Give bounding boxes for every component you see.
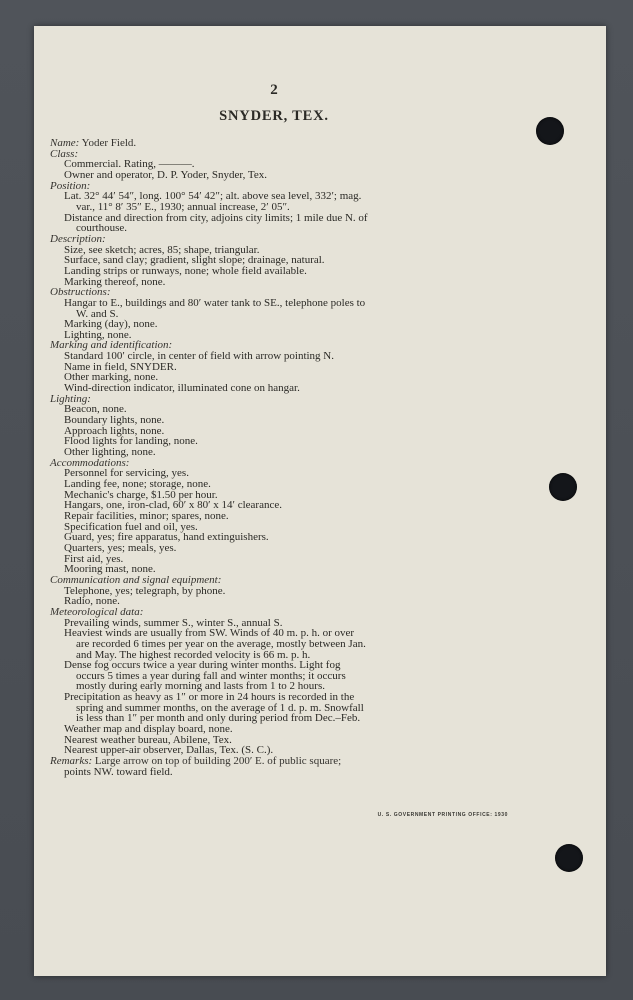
body-line: First aid, yes.: [64, 552, 124, 565]
section-heading: Communication and signal equipment:: [50, 573, 222, 586]
body-line: Standard 100′ circle, in center of field with arrow pointing N.: [64, 350, 334, 363]
body-line-continued: courthouse.: [76, 222, 128, 235]
section-heading: Description:: [50, 232, 106, 245]
body-line: Personnel for servicing, yes.: [64, 467, 189, 480]
body-line: Boundary lights, none.: [64, 414, 165, 427]
body-line: Flood lights for landing, none.: [64, 435, 198, 448]
page-title: SNYDER, TEX.: [219, 108, 329, 124]
body-line: Nearest weather bureau, Abilene, Tex.: [64, 733, 232, 746]
inline-value: Yoder Field.: [79, 137, 137, 149]
airport-description-body: [48, 138, 518, 777]
body-line: Landing strips or runways, none; whole field available.: [64, 264, 307, 277]
body-line: Quarters, yes; meals, yes.: [64, 541, 177, 554]
body-line-continued: W. and S.: [76, 307, 119, 320]
body-line-continued: are recorded 6 times per year on the average, mostly between Jan.: [76, 637, 366, 650]
body-line: Approach lights, none.: [64, 424, 165, 437]
document-page: [34, 26, 606, 976]
section-heading: Meteorological data:: [50, 605, 144, 618]
body-line: Marking (day), none.: [64, 318, 158, 331]
binder-hole-bottom: [555, 844, 583, 872]
binder-hole-top: [536, 117, 564, 145]
body-line-continued: and May. The highest recorded velocity is 66 m. p. h.: [76, 648, 311, 661]
section-heading: Class:: [50, 147, 79, 160]
body-line: Name in field, SNYDER.: [64, 360, 177, 373]
body-line: Beacon, none.: [64, 403, 127, 416]
body-line: Mooring mast, none.: [64, 563, 156, 576]
section-heading: [48, 138, 518, 149]
section-heading: Position:: [50, 179, 91, 192]
binder-hole-middle: [549, 473, 577, 501]
body-line-continued: spring and summer months, on the average of 1 d. p. m. Snowfall: [76, 701, 364, 714]
body-line: Landing fee, none; storage, none.: [64, 478, 211, 490]
body-line: Lat. 32° 44′ 54″, long. 100° 54′ 42″; alt. above sea level, 332′; mag.: [64, 190, 362, 203]
body-line-continued: mostly during early morning and lasts from 1 to 2 hours.: [76, 680, 325, 693]
body-line: Prevailing winds, summer S., winter S., annual S.: [64, 616, 283, 629]
body-line: Marking thereof, none.: [64, 275, 166, 288]
body-line: Repair facilities, minor; spares, none.: [64, 509, 229, 522]
body-line: Nearest upper-air observer, Dallas, Tex. (S. C.).: [64, 744, 274, 757]
inline-value: Large arrow on top of building 200′ E. of public square;: [92, 755, 342, 768]
body-line-continued: var., 11° 8′ 35″ E., 1930; annual increase, 2′ 05″.: [76, 200, 290, 213]
body-line: Radio, none.: [64, 595, 120, 608]
body-line: Telephone, yes; telegraph, by phone.: [64, 584, 226, 597]
body-line-continued: occurs 5 times a year during fall and winter months; it occurs: [76, 669, 346, 682]
body-line: Commercial. Rating, ———.: [64, 158, 195, 171]
body-line: points NW. toward field.: [64, 765, 173, 778]
body-line: Hangar to E., buildings and 80′ water tank to SE., telephone poles to: [64, 296, 366, 309]
section-heading: Accommodations:: [50, 456, 130, 469]
body-line: Heaviest winds are usually from SW. Winds of 40 m. p. h. or over: [64, 627, 355, 640]
body-line: Surface, sand clay; gradient, slight slope; drainage, natural.: [64, 254, 325, 267]
body-line: Other marking, none.: [64, 371, 159, 384]
body-line-continued: is less than 1″ per month and only during period from Dec.–Feb.: [76, 712, 361, 725]
body-line: Mechanic's charge, $1.50 per hour.: [64, 488, 218, 501]
body-line: Precipitation as heavy as 1″ or more in 24 hours is recorded in the: [64, 691, 355, 704]
body-line: Weather map and display board, none.: [64, 723, 233, 736]
body-line: Specification fuel and oil, yes.: [64, 520, 198, 533]
body-line: Dense fog occurs twice a year during winter months. Light fog: [64, 659, 341, 672]
body-line: Guard, yes; fire apparatus, hand extinguishers.: [64, 531, 269, 544]
section-heading: Marking and identification:: [50, 339, 173, 352]
inline-label: Name:: [50, 137, 80, 149]
section-heading: Obstructions:: [50, 286, 111, 299]
printer-footer: U. S. GOVERNMENT PRINTING OFFICE: 1930: [377, 812, 508, 818]
body-line: Size, see sketch; acres, 85; shape, triangular.: [64, 243, 260, 256]
page-number: 2: [270, 82, 278, 98]
body-line: Wind-direction indicator, illuminated cone on hangar.: [64, 382, 300, 395]
body-line: Other lighting, none.: [64, 446, 156, 459]
body-line: Lighting, none.: [64, 328, 132, 341]
section-heading: Lighting:: [50, 392, 91, 405]
body-line: Owner and operator, D. P. Yoder, Snyder, Tex.: [64, 168, 268, 181]
body-line: Distance and direction from city, adjoins city limits; 1 mile due N. of: [64, 211, 368, 224]
body-line: Hangars, one, iron-clad, 60′ x 80′ x 14′ clearance.: [64, 499, 282, 512]
inline-label: Remarks:: [50, 755, 93, 768]
